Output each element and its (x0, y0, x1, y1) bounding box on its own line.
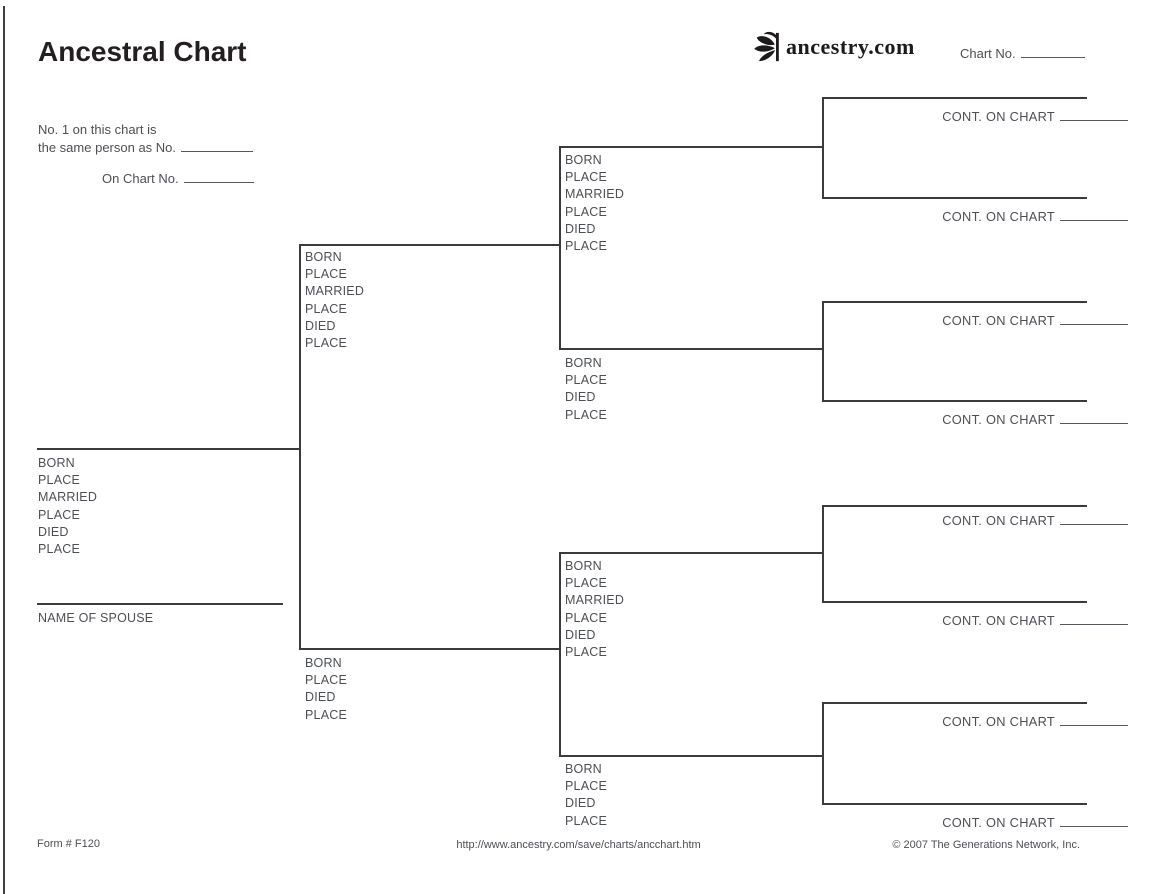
gen4-name-line-5 (822, 505, 1087, 507)
gen3-mf-name-line (559, 552, 824, 554)
field-label: PLACE (305, 336, 347, 351)
gen3-ff-labels (565, 152, 624, 255)
form-number: Form # F120 (37, 838, 100, 850)
page-title: Ancestral Chart (38, 36, 247, 67)
field-label: PLACE (38, 507, 80, 522)
field-label: PLACE (305, 673, 347, 688)
cont-chart-blank (1060, 614, 1128, 625)
gen4-name-line-4 (822, 400, 1087, 402)
gen1-person-labels (38, 455, 97, 558)
gen3-mf-labels (565, 558, 624, 661)
cont-chart-blank (1060, 413, 1128, 424)
field-label: PLACE (565, 170, 607, 185)
field-label: BORN (565, 153, 602, 167)
field-label: MARRIED (565, 593, 625, 608)
cont-chart-blank (1060, 210, 1128, 221)
gen3-ff-name-line (559, 146, 824, 148)
cont-on-chart-1: CONT. ON CHART (860, 109, 1128, 124)
field-label: MARRIED (305, 284, 365, 299)
identity-line-3: On Chart No. (102, 170, 254, 188)
field-label: PLACE (565, 407, 607, 422)
field-label: DIED (565, 796, 596, 811)
cont-on-chart-6: CONT. ON CHART (860, 613, 1128, 628)
gen3-top-vertical-connector (559, 146, 561, 350)
field-label: DIED (38, 524, 69, 539)
gen3-fm-name-line (559, 348, 824, 350)
page-left-border (3, 6, 5, 894)
cont-on-chart-2: CONT. ON CHART (860, 209, 1128, 224)
cont-on-chart-8: CONT. ON CHART (860, 815, 1128, 830)
field-label: PLACE (565, 779, 607, 794)
gen2-vertical-connector (299, 244, 301, 650)
field-label: DIED (305, 318, 336, 333)
logo-text: ancestry.com (786, 34, 915, 59)
identity-note (38, 121, 254, 188)
chart-no-blank (1021, 47, 1085, 58)
footer-copyright: © 2007 The Generations Network, Inc. (892, 839, 1080, 851)
gen4-name-line-2 (822, 197, 1087, 199)
field-label: PLACE (305, 267, 347, 282)
field-label: BORN (38, 456, 75, 470)
field-label: DIED (565, 390, 596, 405)
gen3-mm-labels (565, 761, 607, 830)
gen4-bracket-4-vertical (822, 702, 824, 805)
gen4-name-line-7 (822, 702, 1087, 704)
footer-url: http://www.ancestry.com/save/charts/ancchart.htm (456, 839, 701, 851)
field-label: BORN (565, 559, 602, 573)
field-label: BORN (305, 250, 342, 264)
identity-line-1: No. 1 on this chart is (38, 122, 157, 137)
field-label: BORN (565, 762, 602, 776)
gen4-name-line-1 (822, 97, 1087, 99)
field-label: PLACE (38, 542, 80, 557)
field-label: BORN (305, 656, 342, 670)
ancestry-logo (752, 30, 915, 64)
field-label: PLACE (565, 576, 607, 591)
field-label: PLACE (565, 373, 607, 388)
spouse-label: NAME OF SPOUSE (38, 611, 154, 625)
field-label: DIED (305, 690, 336, 705)
gen2-father-name-line (299, 244, 561, 246)
cont-chart-blank (1060, 514, 1128, 525)
cont-chart-blank (1060, 715, 1128, 726)
chart-no-label: Chart No. (960, 46, 1016, 61)
gen4-bracket-2-vertical (822, 301, 824, 402)
field-label: PLACE (305, 707, 347, 722)
gen4-name-line-6 (822, 601, 1087, 603)
gen1-name-line (37, 448, 299, 450)
gen2-mother-labels (305, 655, 347, 724)
leaf-sprig-icon (752, 30, 784, 64)
field-label: PLACE (565, 610, 607, 625)
field-label: BORN (565, 356, 602, 370)
field-label: PLACE (38, 473, 80, 488)
gen2-father-labels (305, 249, 364, 352)
gen2-mother-name-line (299, 648, 561, 650)
gen3-mm-name-line (559, 755, 824, 757)
field-label: DIED (565, 221, 596, 236)
on-chart-no-blank (184, 172, 254, 183)
gen4-name-line-3 (822, 301, 1087, 303)
field-label: MARRIED (38, 490, 98, 505)
cont-chart-blank (1060, 110, 1128, 121)
gen4-bracket-3-vertical (822, 505, 824, 603)
cont-chart-blank (1060, 314, 1128, 325)
cont-on-chart-7: CONT. ON CHART (860, 714, 1128, 729)
cont-on-chart-5: CONT. ON CHART (860, 513, 1128, 528)
field-label: DIED (565, 627, 596, 642)
cont-on-chart-4: CONT. ON CHART (860, 412, 1128, 427)
gen3-fm-labels (565, 355, 607, 424)
field-label: PLACE (565, 645, 607, 660)
gen3-bottom-vertical-connector (559, 552, 561, 757)
spouse-name-line (37, 603, 283, 605)
cont-chart-blank (1060, 816, 1128, 827)
chart-no-field (960, 46, 1085, 61)
field-label: PLACE (565, 813, 607, 828)
field-label: PLACE (305, 301, 347, 316)
identity-line-2: the same person as No. (38, 139, 254, 157)
same-person-no-blank (181, 141, 253, 152)
field-label: PLACE (565, 204, 607, 219)
field-label: PLACE (565, 239, 607, 254)
gen4-name-line-8 (822, 803, 1087, 805)
cont-on-chart-3: CONT. ON CHART (860, 313, 1128, 328)
gen4-bracket-1-vertical (822, 97, 824, 199)
field-label: MARRIED (565, 187, 625, 202)
